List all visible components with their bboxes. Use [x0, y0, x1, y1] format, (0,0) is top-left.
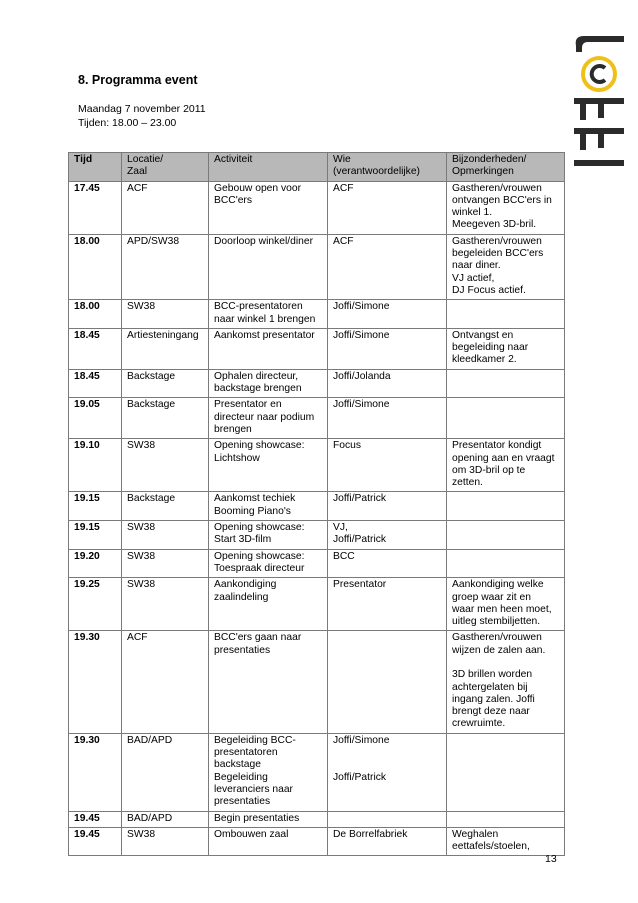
cell-text: BCC-presentatoren [214, 301, 303, 313]
cell-text: Aankomst presentator [214, 329, 315, 341]
activity-cell [209, 549, 328, 578]
cell-text: ACF [127, 632, 148, 644]
cell-text [452, 371, 559, 383]
table-row [69, 733, 565, 811]
location-cell [122, 733, 209, 811]
cell-text: Presentator kondigt [452, 440, 542, 452]
header-activity: Activiteit [209, 153, 328, 182]
cell-text: Meegeven 3D-bril. [452, 219, 537, 231]
table-row [69, 398, 565, 439]
activity-cell [209, 827, 328, 856]
activity-cell [209, 181, 328, 234]
notes-cell [447, 827, 565, 856]
location-cell [122, 398, 209, 439]
header-who: Wie (verantwoordelijke) [328, 153, 447, 182]
location-cell [122, 328, 209, 369]
location-cell [122, 811, 209, 827]
cell-text: Artiesteningang [127, 329, 199, 341]
notes-cell [447, 578, 565, 631]
activity-cell [209, 234, 328, 299]
cell-text [452, 657, 559, 669]
notes-cell [447, 234, 565, 299]
cell-text [452, 493, 559, 505]
table-row [69, 181, 565, 234]
activity-cell [209, 492, 328, 521]
time-cell [69, 733, 122, 811]
time-cell [69, 631, 122, 733]
cell-text: opening aan en vraagt [452, 452, 555, 464]
who-cell [328, 181, 447, 234]
table-row [69, 300, 565, 329]
table-row [69, 234, 565, 299]
cell-text: VJ actief, [452, 272, 495, 284]
cell-text: uitleg stembiljetten. [452, 616, 541, 628]
cell-text: Aankomst techiek [214, 493, 296, 505]
cell-text: naar winkel 1 brengen [214, 313, 316, 325]
location-cell [122, 827, 209, 856]
cell-text: ACF [127, 182, 148, 194]
cell-text: BAD/APD [127, 812, 173, 824]
cell-text: 19.10 [74, 440, 100, 452]
cell-text: achtergelaten bij [452, 681, 528, 693]
cell-text: BCC [333, 550, 355, 562]
cell-text [333, 813, 441, 825]
cell-text: naar diner. [452, 260, 501, 272]
cell-text: kleedkamer 2. [452, 354, 517, 366]
cell-text: APD/SW38 [127, 235, 180, 247]
cell-text: 3D brillen worden [452, 669, 533, 681]
cell-text: Gebouw open voor [214, 182, 302, 194]
cell-text: ACF [333, 182, 354, 194]
header-location: Locatie/ Zaal [122, 153, 209, 182]
cell-text: Booming Piano's [214, 505, 291, 517]
cell-text: ingang zalen. Joffi [452, 693, 535, 705]
time-cell [69, 827, 122, 856]
time-cell [69, 811, 122, 827]
notes-cell [447, 300, 565, 329]
cell-text: presentatoren [214, 747, 278, 759]
activity-cell [209, 439, 328, 492]
time-cell [69, 181, 122, 234]
notes-cell [447, 181, 565, 234]
location-cell [122, 521, 209, 550]
notes-cell [447, 549, 565, 578]
cell-text: BCC'ers [214, 194, 253, 206]
who-cell [328, 631, 447, 733]
cell-text: VJ, [333, 522, 348, 534]
location-cell [122, 439, 209, 492]
who-cell [328, 578, 447, 631]
cell-text: BCC'ers gaan naar [214, 632, 302, 644]
notes-cell [447, 439, 565, 492]
table-row [69, 369, 565, 398]
cell-text: ACF [333, 235, 354, 247]
cell-text: SW38 [127, 440, 156, 452]
cell-text [452, 735, 559, 747]
cell-text: Opening showcase: [214, 440, 305, 452]
who-cell [328, 811, 447, 827]
time-cell [69, 578, 122, 631]
cell-text: 19.30 [74, 632, 100, 644]
cell-text: Begeleiding BCC- [214, 734, 296, 746]
cell-text: Presentator en [214, 399, 282, 411]
logo-letter-j [574, 36, 624, 52]
cell-text: Ontvangst en [452, 329, 514, 341]
table-row [69, 521, 565, 550]
cell-text: backstage [214, 759, 261, 771]
date-line: Maandag 7 november 2011 [78, 103, 206, 115]
cell-text: 18.45 [74, 370, 100, 382]
cell-text: 18.00 [74, 301, 100, 313]
cell-text: Presentator [333, 579, 387, 591]
joffi-logo [568, 28, 628, 178]
cell-text: ontvangen BCC'ers in [452, 194, 552, 206]
location-cell [122, 631, 209, 733]
notes-cell [447, 492, 565, 521]
table-row [69, 328, 565, 369]
cell-text [333, 759, 441, 771]
logo-letter-f2 [574, 128, 624, 150]
logo-letter-i [574, 160, 624, 166]
cell-text: wijzen de zalen aan. [452, 644, 546, 656]
cell-text: Gastheren/vrouwen [452, 632, 542, 644]
program-table [68, 152, 565, 856]
cell-text [333, 632, 441, 644]
who-cell [328, 492, 447, 521]
cell-text: winkel 1. [452, 207, 493, 219]
activity-cell [209, 369, 328, 398]
notes-cell [447, 631, 565, 733]
cell-text: groep waar zit en [452, 591, 531, 603]
header-time: Tijd [69, 153, 122, 182]
who-cell [328, 521, 447, 550]
cell-text: Opening showcase: [214, 550, 305, 562]
notes-cell [447, 398, 565, 439]
who-cell [328, 439, 447, 492]
cell-text: Opening showcase: [214, 522, 305, 534]
cell-text: om 3D-bril op te [452, 464, 526, 476]
cell-text: SW38 [127, 828, 156, 840]
cell-text: Lichtshow [214, 452, 260, 464]
cell-text: eettafels/stoelen, [452, 841, 530, 853]
time-cell [69, 549, 122, 578]
cell-text: 19.25 [74, 579, 100, 591]
activity-cell [209, 733, 328, 811]
cell-text: Focus [333, 440, 362, 452]
time-cell [69, 492, 122, 521]
cell-text: 19.15 [74, 493, 100, 505]
cell-text: crewruimte. [452, 718, 506, 730]
location-cell [122, 369, 209, 398]
logo-circle-mark [583, 58, 615, 90]
cell-text: 19.45 [74, 828, 100, 840]
cell-text: DJ Focus actief. [452, 284, 526, 296]
cell-text: leveranciers naar [214, 783, 293, 795]
activity-cell [209, 578, 328, 631]
page-number: 13 [545, 853, 557, 865]
cell-text: SW38 [127, 550, 156, 562]
cell-text: Begeleiding [214, 771, 268, 783]
who-cell [328, 328, 447, 369]
table-row [69, 439, 565, 492]
who-cell [328, 398, 447, 439]
location-cell [122, 492, 209, 521]
activity-cell [209, 811, 328, 827]
cell-text: Begin presentaties [214, 812, 300, 824]
cell-text: begeleiding naar [452, 342, 529, 354]
time-cell [69, 521, 122, 550]
table-row [69, 578, 565, 631]
time-cell [69, 369, 122, 398]
cell-text: Joffi/Patrick [333, 771, 387, 783]
cell-text: Joffi/Simone [333, 399, 390, 411]
table-row [69, 811, 565, 827]
cell-text: brengt deze naar [452, 706, 530, 718]
cell-text [452, 301, 559, 313]
notes-cell [447, 369, 565, 398]
location-cell [122, 300, 209, 329]
notes-cell [447, 811, 565, 827]
cell-text: presentaties [214, 644, 271, 656]
who-cell [328, 549, 447, 578]
who-cell [328, 827, 447, 856]
activity-cell [209, 328, 328, 369]
who-cell [328, 733, 447, 811]
cell-text: Ombouwen zaal [214, 828, 289, 840]
who-cell [328, 234, 447, 299]
cell-text: backstage brengen [214, 383, 302, 395]
cell-text: Backstage [127, 399, 176, 411]
cell-text: begeleiden BCC'ers [452, 248, 544, 260]
cell-text: 19.20 [74, 550, 100, 562]
activity-cell [209, 631, 328, 733]
cell-text: SW38 [127, 301, 156, 313]
cell-text: Weghalen [452, 828, 499, 840]
cell-text: BAD/APD [127, 734, 173, 746]
cell-text: 19.15 [74, 522, 100, 534]
location-cell [122, 234, 209, 299]
header-notes: Bijzonderheden/ Opmerkingen [447, 153, 565, 182]
activity-cell [209, 300, 328, 329]
cell-text [333, 747, 441, 759]
cell-text: zetten. [452, 477, 483, 489]
cell-text: Aankondiging welke [452, 579, 544, 591]
cell-text: Start 3D-film [214, 534, 272, 546]
cell-text: Joffi/Simone [333, 301, 390, 313]
table-row [69, 549, 565, 578]
cell-text: Toespraak directeur [214, 562, 305, 574]
table-row [69, 631, 565, 733]
location-cell [122, 578, 209, 631]
activity-cell [209, 398, 328, 439]
table-header-row [69, 153, 565, 182]
cell-text: SW38 [127, 522, 156, 534]
cell-text: Joffi/Jolanda [333, 370, 391, 382]
time-cell [69, 439, 122, 492]
section-title: 8. Programma event [78, 73, 198, 87]
cell-text [452, 399, 559, 411]
cell-text [452, 551, 559, 563]
notes-cell [447, 733, 565, 811]
cell-text [452, 813, 559, 825]
cell-text: Joffi/Patrick [333, 493, 387, 505]
cell-text: brengen [214, 423, 252, 435]
cell-text: 18.00 [74, 235, 100, 247]
cell-text: Aankondiging [214, 579, 277, 591]
cell-text: 19.30 [74, 734, 100, 746]
cell-text: SW38 [127, 579, 156, 591]
time-cell [69, 300, 122, 329]
cell-text: waar men heen moet, [452, 603, 552, 615]
cell-text: Ophalen directeur, [214, 370, 299, 382]
cell-text: 17.45 [74, 182, 100, 194]
time-line: Tijden: 18.00 – 23.00 [78, 117, 177, 129]
cell-text: Gastheren/vrouwen [452, 235, 542, 247]
cell-text: Joffi/Simone [333, 329, 390, 341]
cell-text: 19.45 [74, 812, 100, 824]
cell-text [452, 522, 559, 534]
cell-text: presentaties [214, 796, 271, 808]
time-cell [69, 328, 122, 369]
cell-text: Joffi/Patrick [333, 534, 387, 546]
cell-text: Backstage [127, 493, 176, 505]
who-cell [328, 300, 447, 329]
location-cell [122, 181, 209, 234]
time-cell [69, 398, 122, 439]
cell-text: De Borrelfabriek [333, 828, 408, 840]
activity-cell [209, 521, 328, 550]
cell-text: directeur naar podium [214, 411, 315, 423]
table-row [69, 492, 565, 521]
notes-cell [447, 521, 565, 550]
cell-text: Backstage [127, 370, 176, 382]
notes-cell [447, 328, 565, 369]
cell-text: 18.45 [74, 329, 100, 341]
logo-letter-f1 [574, 98, 624, 120]
cell-text: Gastheren/vrouwen [452, 182, 542, 194]
who-cell [328, 369, 447, 398]
time-cell [69, 234, 122, 299]
table-row [69, 827, 565, 856]
location-cell [122, 549, 209, 578]
cell-text: Doorloop winkel/diner [214, 235, 314, 247]
cell-text: 19.05 [74, 399, 100, 411]
cell-text: zaalindeling [214, 591, 269, 603]
cell-text: Joffi/Simone [333, 734, 390, 746]
